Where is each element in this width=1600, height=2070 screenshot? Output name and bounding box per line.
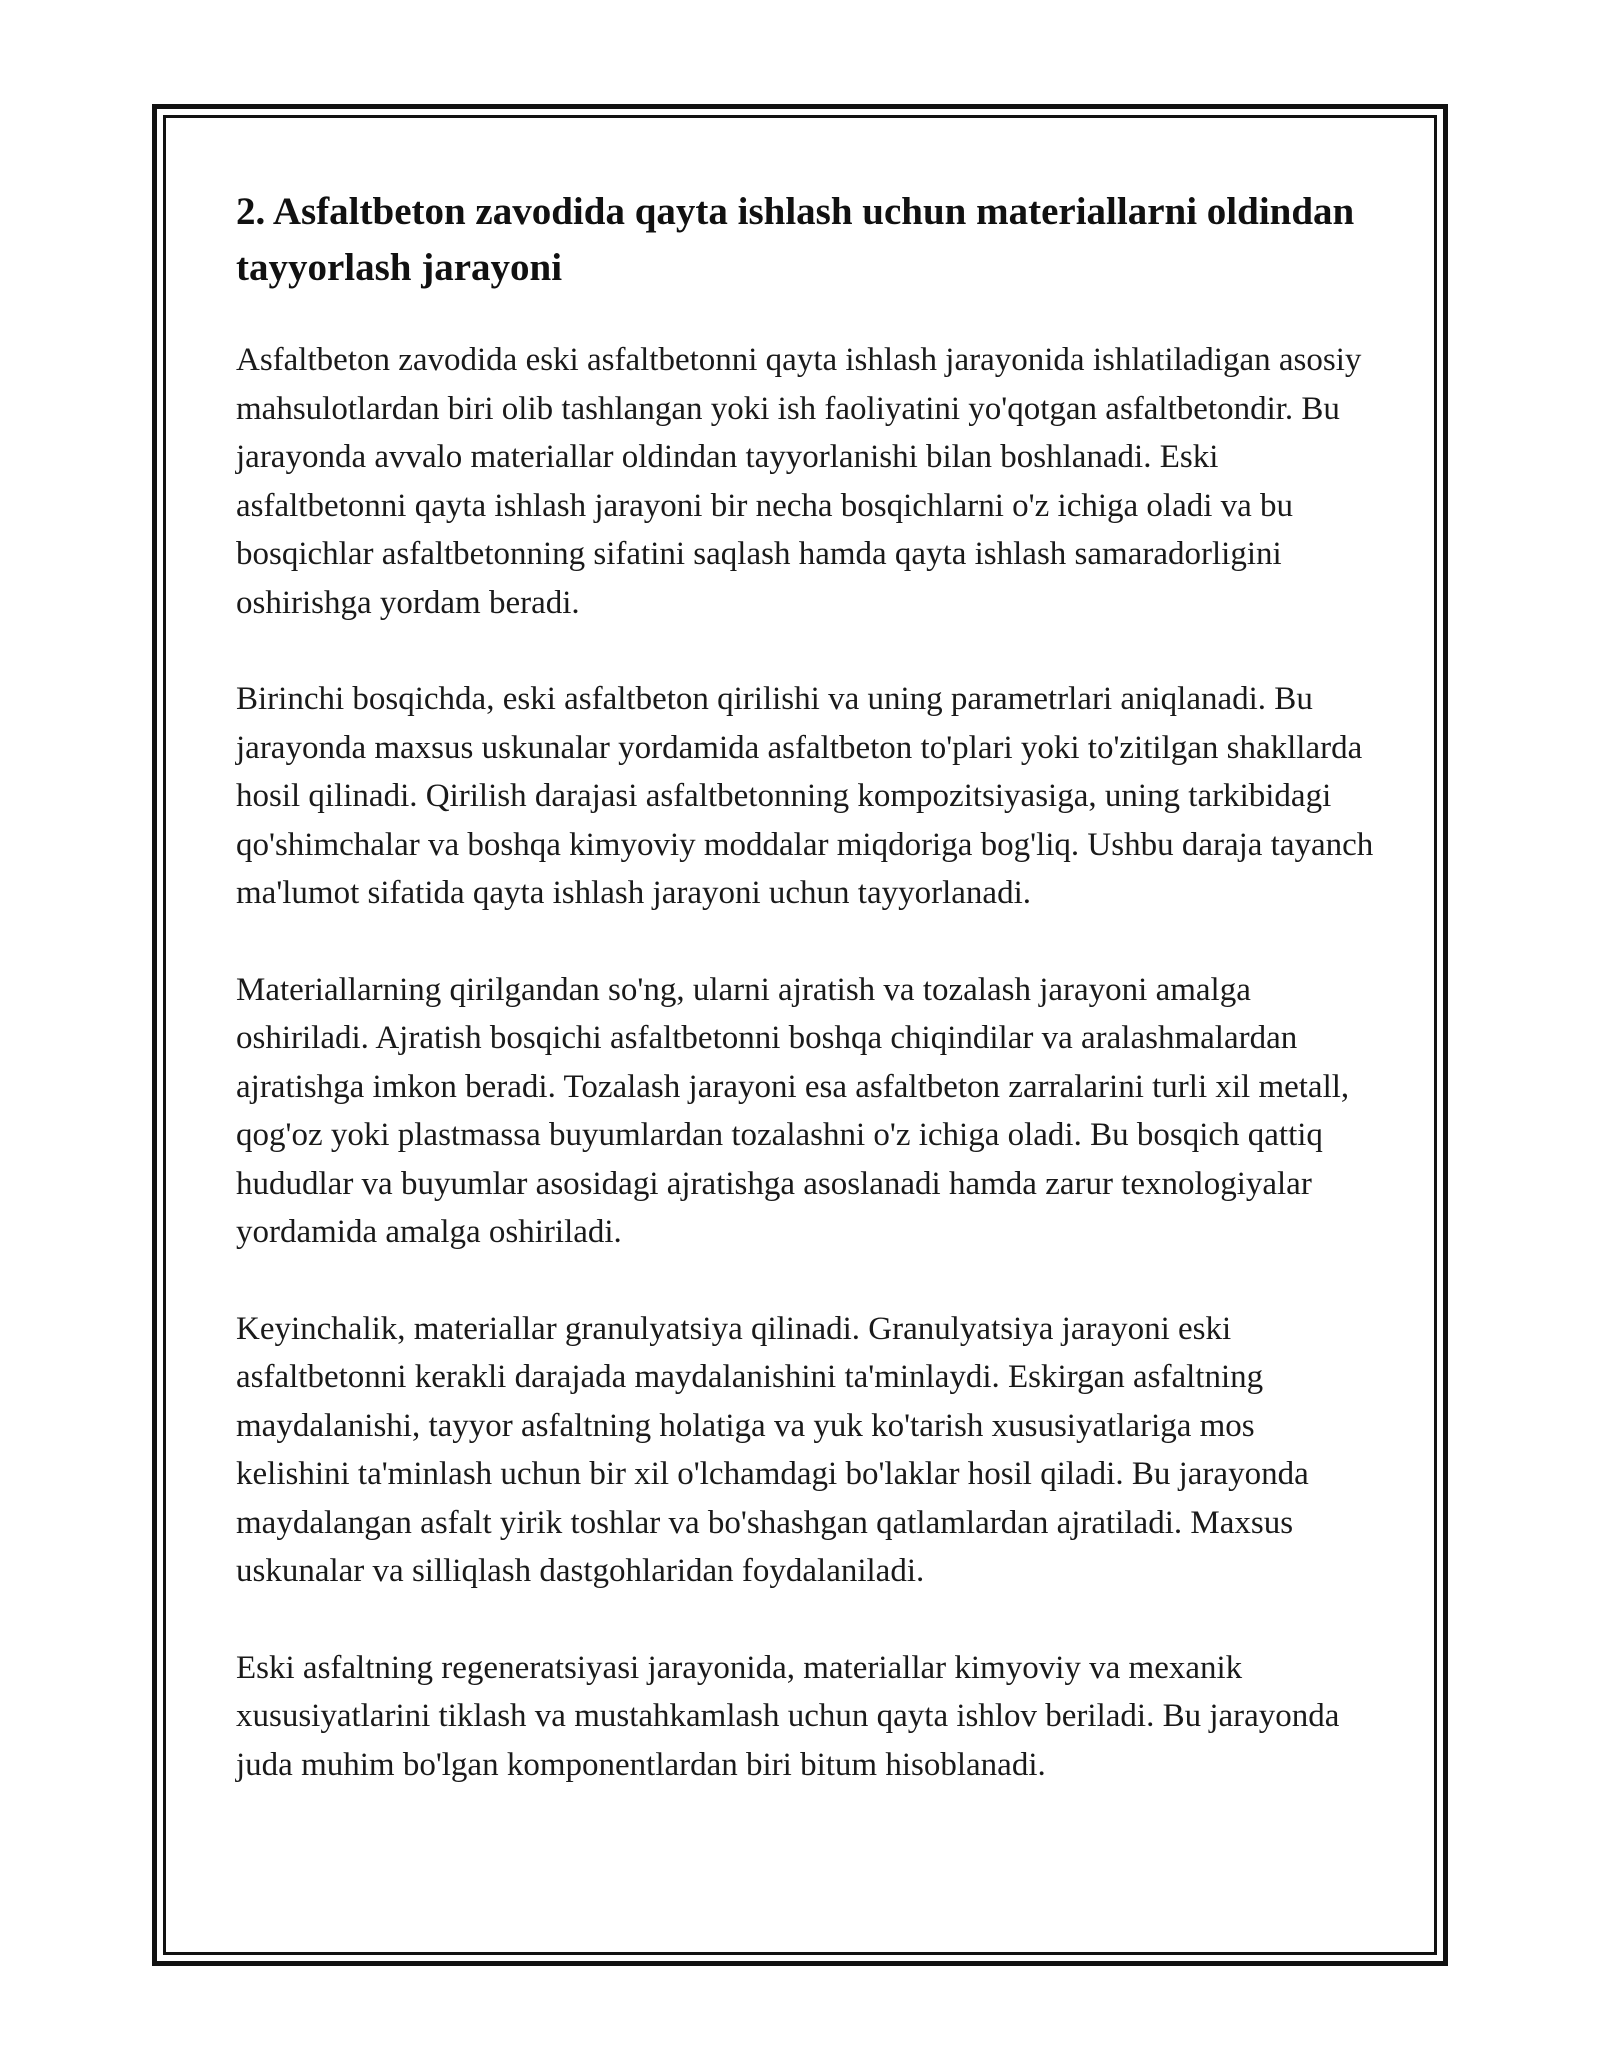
paragraph-2: Birinchi bosqichda, eski asfaltbeton qirilishi va uning parametrlari aniqlanadi. Bu jarayonda maxsus uskunalar yordamida asfaltbeton to'plari yoki to'zitilgan shakllarda hosil qilinadi. Qirilish darajasi asfaltbetonning kompozitsiyasiga, uning tarkibidagi qo'shimchalar va boshqa kimyoviy moddalar miqdoriga bog'liq. Ushbu daraja tayanch ma'lumot sifatida qayta ishlash jarayoni uchun tayyorlanadi.	[236, 681, 1374, 911]
paragraph-1: Asfaltbeton zavodida eski asfaltbetonni qayta ishlash jarayonida ishlatiladigan asosiy mahsulotlardan biri olib tashlangan yoki ish faoliyatini yo'qotgan asfaltbetondir. Bu jarayonda avvalo materiallar oldindan tayyorlanishi bilan boshlanadi. Eski asfaltbetonni qayta ishlash jarayoni bir necha bosqichlarni o'z ichiga oladi va bu bosqichlar asfaltbetonning sifatini saqlash hamda qayta ishlash samaradorligini oshirishga yordam beradi.	[236, 342, 1362, 621]
paragraph-3: Materiallarning qirilgandan so'ng, ularni ajratish va tozalash jarayoni amalga oshiriladi. Ajratish bosqichi asfaltbetonni boshqa chiqindilar va aralashmalardan ajratishga imkon beradi. Tozalash jarayoni esa asfaltbeton zarralarini turli xil metall, qog'oz yoki plastmassa buyumlardan tozalashni o'z ichiga oladi. Bu bosqich qattiq hududlar va buyumlar asosidagi ajratishga asoslanadi hamda zarur texnologiyalar yordamida amalga oshiriladi.	[236, 971, 1350, 1250]
section-title: 2. Asfaltbeton zavodida qayta ishlash uchun materiallarni oldindan tayyorlash jarayoni	[236, 190, 1355, 289]
document-body	[236, 184, 1376, 1789]
paragraph-5: Eski asfaltning regeneratsiyasi jarayonida, materiallar kimyoviy va mexanik xususiyatlarini tiklash va mustahkamlash uchun qayta ishlov beriladi. Bu jarayonda juda muhim bo'lgan komponentlardan biri bitum hisoblanadi.	[236, 1649, 1340, 1783]
paragraph-4: Keyinchalik, materiallar granulyatsiya qilinadi. Granulyatsiya jarayoni eski asfaltbetonni kerakli darajada maydalanishini ta'minlaydi. Eskirgan asfaltning maydalanishi, tayyor asfaltning holatiga va yuk ko'tarish xususiyatlariga mos kelishini ta'minlash uchun bir xil o'lchamdagi bo'laklar hosil qiladi. Bu jarayonda maydalangan asfalt yirik toshlar va bo'shashgan qatlamlardan ajratiladi. Maxsus uskunalar va silliqlash dastgohlaridan foydalaniladi.	[236, 1310, 1309, 1589]
